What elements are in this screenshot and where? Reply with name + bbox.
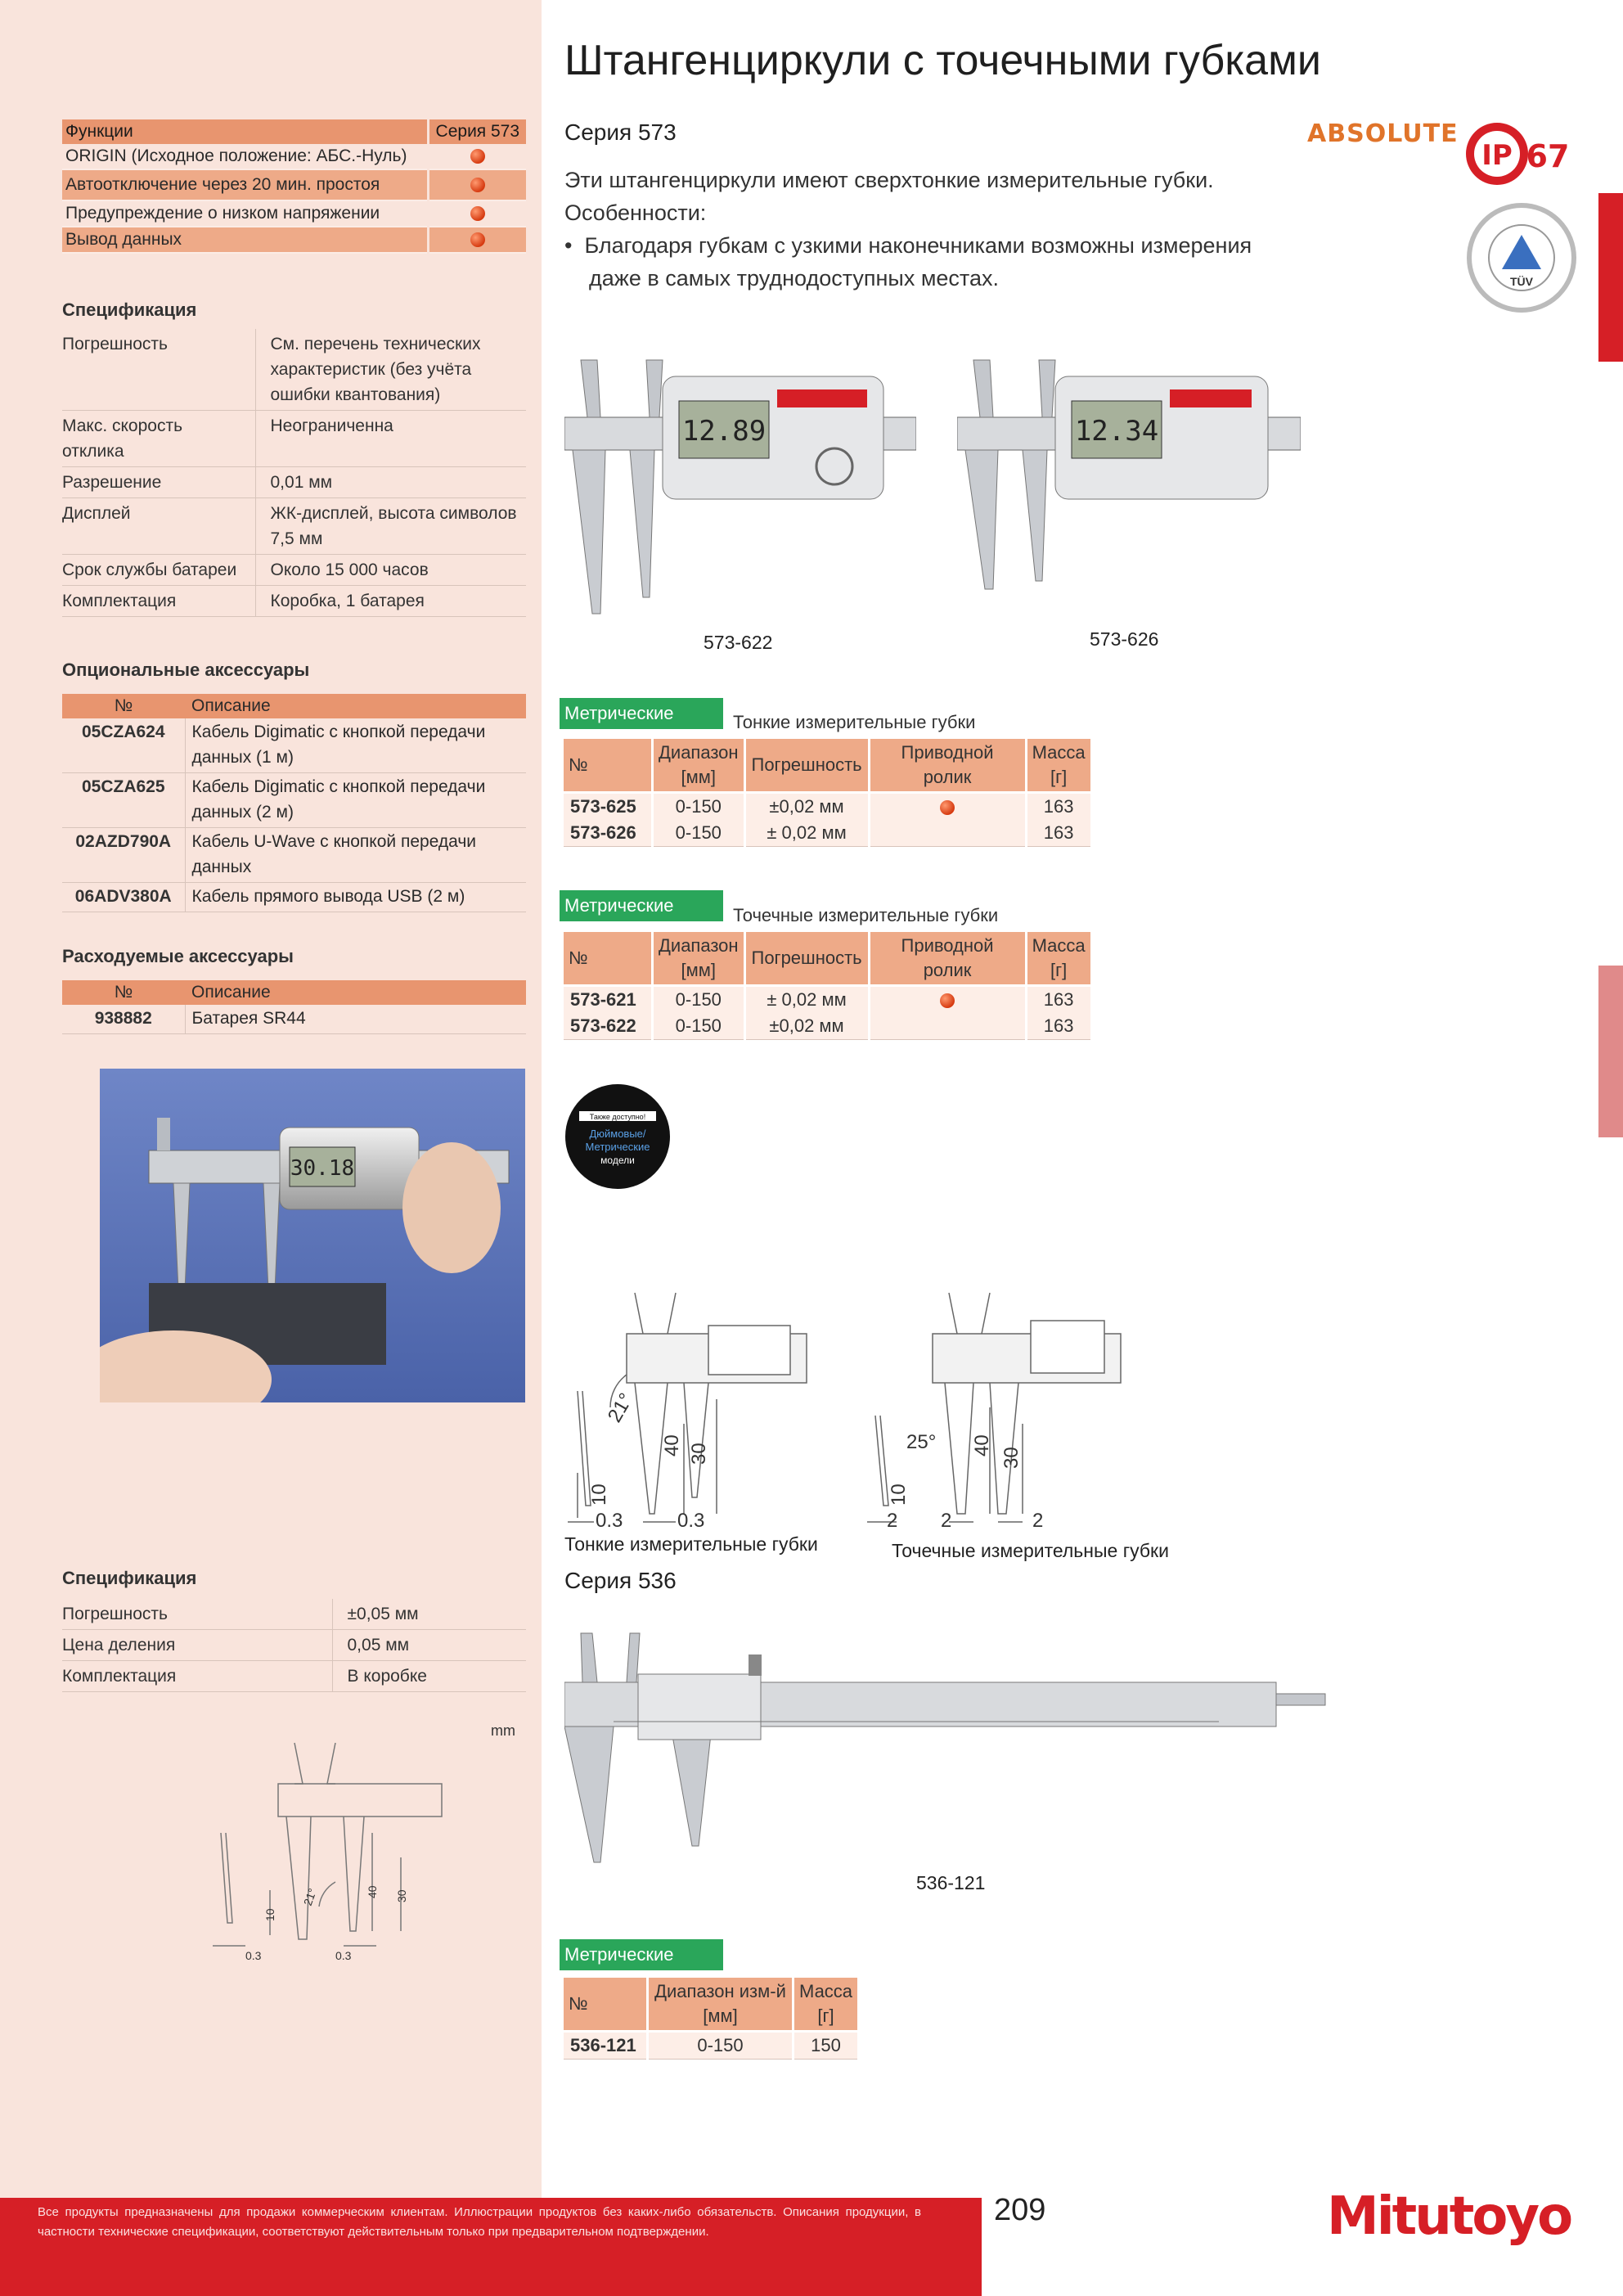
table-row [62,828,526,883]
thin-jaw-dimension-diagram-small [196,1735,466,1972]
metric-tag: Метрические [560,1939,723,1970]
spec-key: Макс. скорость отклика [62,411,255,467]
table-row [62,586,526,617]
col-header: Диапазон [мм] [653,931,745,986]
series-573-intro [564,164,1260,295]
thin-jaw-dimension-diagram [561,1285,815,1530]
col-header: Масса [г] [1026,738,1091,793]
spec-value: Коробка, 1 батарея [255,586,526,617]
table-row [563,820,1092,847]
col-header: Масса [г] [1026,931,1091,986]
table-row [62,1630,526,1661]
section-tab-marker-secondary [1598,966,1623,1137]
mass-cell: 163 [1026,986,1091,1014]
dim-label: 40 [971,1434,993,1456]
table-row [62,144,526,169]
spec-573-heading: Спецификация [62,299,197,320]
consumables-heading: Расходуемые аксессуары [62,946,294,966]
consumables-table [62,980,526,1034]
photo-caption: 573-622 [704,632,773,653]
page-title: Штангенциркули с точечными губками [564,37,1321,84]
dim-label: 0.3 [245,1949,262,1962]
table-row [62,329,526,411]
dim-label: 0.3 [596,1510,623,1530]
col-header: Приводной ролик [869,738,1026,793]
col-header: Диапазон [мм] [653,738,745,793]
col-desc: Описание [185,980,526,1005]
dim-label: 25° [906,1431,937,1453]
brand-logo: Mitutoyo [1327,2186,1571,2247]
col-header: № [563,931,653,986]
feature-dot-icon [470,178,485,192]
display-reading: 12.89 [681,415,767,448]
functions-header: Функции [62,119,428,144]
part-description: Кабель U-Wave с кнопкой передачи данных [185,828,526,883]
col-header: Диапазон изм-й [мм] [648,1977,794,2032]
product-code: 573-622 [563,1013,653,1040]
tuv-certification-icon [1464,200,1579,315]
dim-label: 10 [888,1483,910,1506]
feature-dot-icon [470,232,485,247]
thin-jaw-product-table [561,736,1093,847]
diagram-caption: Точечные измерительные губки [892,1540,1169,1561]
range-cell: 0-150 [653,820,745,847]
spec-573-table [62,329,526,617]
badge-line: Метрические [585,1141,650,1153]
spec-value: Неограниченна [255,411,526,467]
part-description: Кабель Digimatic с кнопкой передачи данных (1 м) [185,718,526,773]
table-caption: Точечные измерительные губки [733,905,999,925]
dim-label: 40 [661,1434,683,1456]
spec-536-heading: Спецификация [62,1568,197,1588]
bullet-text: Благодаря губкам с узкими наконечниками возможны измерения даже в самых труднодоступных местах. [584,233,1252,290]
table-row [62,555,526,586]
point-jaw-dimension-diagram [851,1285,1129,1530]
optional-accessories-table [62,694,526,912]
spec-value: ±0,05 мм [332,1599,526,1630]
table-row [563,1013,1092,1040]
product-code: 536-121 [563,2032,648,2060]
svg-text:TÜV: TÜV [1510,275,1533,288]
dim-label: 21° [603,1389,638,1426]
table-row [62,1005,526,1034]
table-row [563,2032,859,2060]
photo-caption: 573-626 [1090,628,1159,650]
dim-label: 10 [588,1483,610,1506]
functions-table [62,119,526,254]
part-description: Кабель Digimatic с кнопкой передачи данных (2 м) [185,773,526,828]
caliper-in-hand-photo [100,1069,525,1402]
inch-metric-models-badge [563,1082,672,1191]
ip67-badge-icon [1463,119,1577,188]
col-no: № [62,980,185,1005]
series-536-label: Серия 536 [564,1568,677,1593]
col-header: Погрешность [744,738,869,793]
diagram-caption: Тонкие измерительные губки [564,1533,818,1555]
badge-line: Также доступно! [589,1113,646,1121]
col-no: № [62,694,185,718]
dim-label: 0.3 [677,1510,705,1530]
table-row [62,227,526,253]
svg-text:67: 67 [1526,138,1570,174]
accuracy-cell: ±0,02 мм [744,793,869,821]
function-label: Вывод данных [62,227,428,253]
table-row [62,718,526,773]
part-description: Батарея SR44 [185,1005,526,1034]
vernier-caliper-536-photo [564,1625,1342,1871]
badge-line: Дюймовые/ [589,1128,646,1140]
intro-text: Эти штангенциркули имеют сверхтонкие измерительные губки. Особенности: [564,168,1214,225]
series-573-label: Серия 573 [564,119,677,145]
table-row [62,1599,526,1630]
mass-cell: 163 [1026,793,1091,821]
section-tab-marker [1598,193,1623,362]
caliper-573-622-photo [564,344,916,630]
product-code: 573-621 [563,986,653,1014]
product-code: 573-626 [563,820,653,847]
range-cell: 0-150 [653,793,745,821]
metric-tag: Метрические [560,698,723,729]
range-cell: 0-150 [653,986,745,1014]
table-row [62,169,526,200]
col-header: Погрешность [744,931,869,986]
part-number: 938882 [62,1005,185,1034]
feature-dot-icon [470,206,485,221]
table-row [62,498,526,555]
spec-key: Погрешность [62,329,255,411]
table-row [62,883,526,912]
dim-label: 21° [300,1886,320,1908]
part-number: 06ADV380A [62,883,185,912]
table-row [62,467,526,498]
spec-key: Цена деления [62,1630,332,1661]
optional-accessories-heading: Опциональные аксессуары [62,660,310,680]
accuracy-cell: ± 0,02 мм [744,820,869,847]
spec-value: В коробке [332,1661,526,1692]
dim-label: 30 [395,1889,408,1902]
display-reading: 12.34 [1074,415,1159,448]
table-row [62,1661,526,1692]
spec-value: Около 15 000 часов [255,555,526,586]
footer-disclaimer: Все продукты предназначены для продажи коммерческим клиентам. Иллюстрации продуктов без каких-либо обязательств. Описания продукции, в частности технические спецификации, соответствуют действительным только при предварительном подтверждении. [38,2205,921,2239]
dim-label: 2 [1032,1510,1044,1530]
spec-value: См. перечень технических характеристик (без учёта ошибки квантования) [255,329,526,411]
caliper-573-626-photo [957,344,1301,606]
part-number: 02AZD790A [62,828,185,883]
table-caption: Тонкие измерительные губки [733,712,976,732]
table-row [62,200,526,227]
unit-label: mm [491,1722,515,1739]
product-code: 573-625 [563,793,653,821]
function-label: ORIGIN (Исходное положение: АБС.-Нуль) [62,144,428,169]
spec-key: Разрешение [62,467,255,498]
function-label: Предупреждение о низком напряжении [62,200,428,227]
col-header: № [563,1977,648,2032]
spec-key: Комплектация [62,1661,332,1692]
accuracy-cell: ±0,02 мм [744,1013,869,1040]
photo-caption: 536-121 [916,1872,986,1893]
roller-dot-icon [940,800,955,815]
functions-series-header: Серия 573 [428,119,526,144]
dim-label: 30 [688,1443,710,1465]
roller-dot-icon [940,993,955,1008]
badge-line: модели [600,1155,635,1166]
point-jaw-product-table [561,930,1093,1040]
dim-label: 2 [887,1510,898,1530]
part-description: Кабель прямого вывода USB (2 м) [185,883,526,912]
spec-key: Погрешность [62,1599,332,1630]
dim-label: 30 [1000,1447,1023,1469]
svg-text:IP: IP [1481,139,1513,172]
table-row [563,793,1092,821]
col-header: Приводной ролик [869,931,1026,986]
col-header: № [563,738,653,793]
series-536-product-table [561,1975,860,2060]
table-row [563,986,1092,1014]
page-number: 209 [994,2193,1046,2227]
part-number: 05CZA624 [62,718,185,773]
range-cell: 0-150 [648,2032,794,2060]
mass-cell: 163 [1026,1013,1091,1040]
absolute-badge: ABSOLUTE [1307,119,1459,148]
display-reading: 30.18 [290,1156,355,1181]
spec-key: Комплектация [62,586,255,617]
part-number: 05CZA625 [62,773,185,828]
accuracy-cell: ± 0,02 мм [744,986,869,1014]
spec-value: 0,01 мм [255,467,526,498]
spec-value: 0,05 мм [332,1630,526,1661]
table-row [62,773,526,828]
mass-cell: 150 [794,2032,859,2060]
spec-key: Дисплей [62,498,255,555]
spec-value: ЖК-дисплей, высота символов 7,5 мм [255,498,526,555]
dim-label: 2 [941,1510,952,1530]
feature-dot-icon [470,149,485,164]
mass-cell: 163 [1026,820,1091,847]
table-row [62,411,526,467]
range-cell: 0-150 [653,1013,745,1040]
metric-tag: Метрические [560,890,723,921]
col-header: Масса [г] [794,1977,859,2032]
intro-bullet: • Благодаря губкам с узкими наконечниками возможны измерения даже в самых труднодоступных местах. [564,233,1252,290]
dim-label: 40 [366,1885,379,1898]
spec-key: Срок службы батареи [62,555,255,586]
function-label: Автоотключение через 20 мин. простоя [62,169,428,200]
spec-536-table [62,1599,526,1692]
dim-label: 0.3 [335,1949,352,1962]
dim-label: 10 [263,1908,276,1921]
col-desc: Описание [185,694,526,718]
